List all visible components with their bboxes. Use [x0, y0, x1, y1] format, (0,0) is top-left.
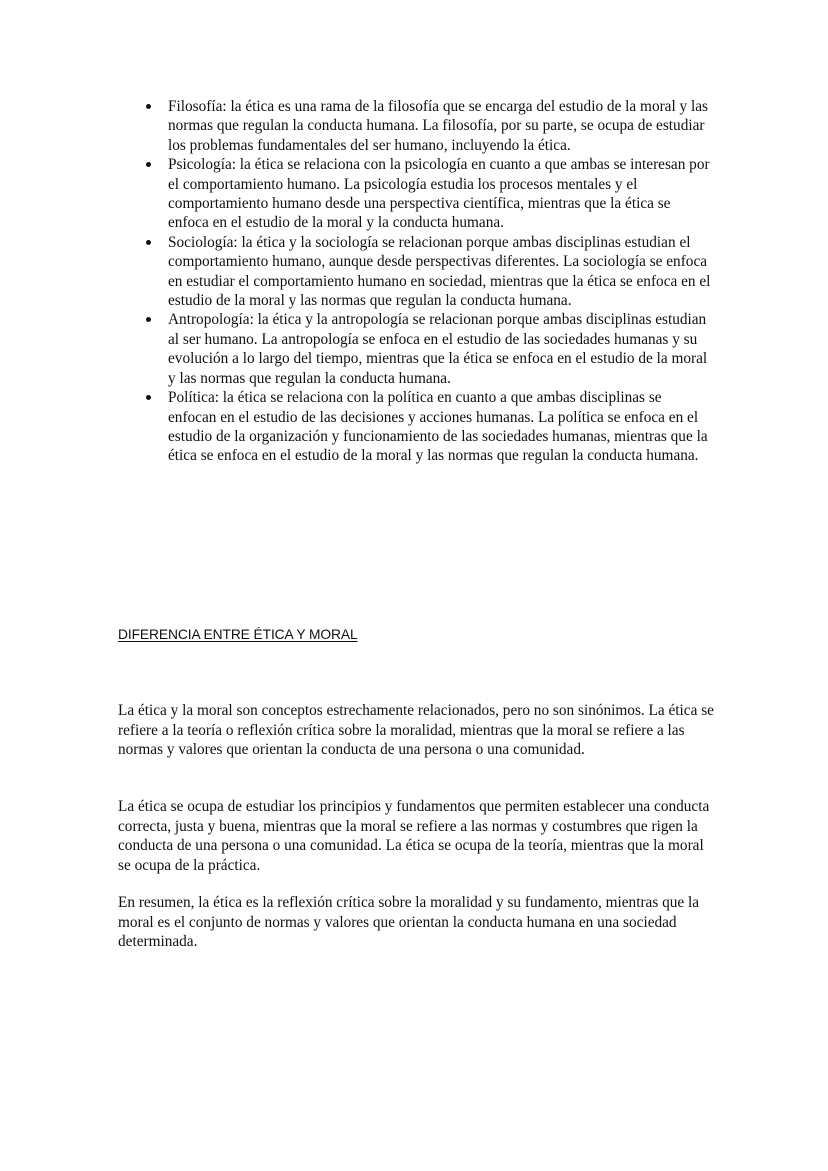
bullet-text-psicologia: Psicología: la ética se relaciona con la psicología en cuanto a que ambas se interesan por el comportamiento humano. La psicología estudia los procesos mentales y el comportamiento humano desde una perspectiva científica, mientras que la ética se enfoca en el estudio de la moral y la conducta humana.: [168, 156, 710, 232]
bullet-item-antropologia: [168, 310, 713, 388]
bullet-icon: [146, 104, 151, 109]
paragraph-principles: La ética se ocupa de estudiar los principios y fundamentos que permiten establecer una conducta correcta, justa y buena, mientras que la moral se refiere a las normas y costumbres que rigen la conducta de una persona o una comunidad. La ética se ocupa de la teoría, mientras que la moral se ocupa de la práctica.: [118, 798, 710, 874]
bullet-icon: [146, 395, 151, 400]
bullet-icon: [146, 317, 151, 322]
disciplines-bullet-list: [0, 97, 828, 466]
bullet-text-politica: Política: la ética se relaciona con la política en cuanto a que ambas disciplinas se enfocan en el estudio de las decisiones y acciones humanas. La política se enfoca en el estudio de la organización y funcionamiento de las sociedades humanas, mientras que la ética se enfoca en el estudio de la moral y las normas que regulan la conducta humana.: [168, 389, 708, 465]
paragraph-definition: La ética y la moral son conceptos estrechamente relacionados, pero no son sinónimos. La ética se refiere a la teoría o reflexión crítica sobre la moralidad, mientras que la moral se refiere a las normas y valores que orientan la conducta de una persona o una comunidad.: [118, 702, 714, 758]
bullet-item-sociologia: [168, 233, 713, 311]
bullet-text-filosofia: Filosofía: la ética es una rama de la filosofía que se encarga del estudio de la moral y las normas que regulan la conducta humana. La filosofía, por su parte, se ocupa de estudiar los problemas fundamentales del ser humano, incluyendo la ética.: [168, 98, 709, 154]
bullet-text-sociologia: Sociología: la ética y la sociología se relacionan porque ambas disciplinas estudian el comportamiento humano, aunque desde perspectivas diferentes. La sociología se enfoca en estudiar el comportamiento humano en sociedad, mientras que la ética se enfoca en el estudio de la moral y las normas que regulan la conducta humana.: [168, 233, 711, 310]
bullet-item-psicologia: [168, 155, 713, 233]
section-heading: DIFERENCIA ENTRE ÉTICA Y MORAL: [118, 627, 358, 642]
bullet-item-filosofia: [168, 97, 713, 155]
bullet-icon: [146, 240, 151, 245]
bullet-item-politica: [168, 388, 713, 466]
bullet-icon: [146, 162, 151, 167]
paragraph-summary: En resumen, la ética es la reflexión crítica sobre la moralidad y su fundamento, mientras que la moral es el conjunto de normas y valores que orientan la conducta humana en una sociedad determinada.: [118, 894, 700, 950]
bullet-text-antropologia: Antropología: la ética y la antropología se relacionan porque ambas disciplinas estudian al ser humano. La antropología se enfoca en el estudio de las sociedades humanas y su evolución a lo largo del tiempo, mientras que la ética se enfoca en el estudio de la moral y las normas que regulan la conducta humana.: [168, 311, 708, 387]
